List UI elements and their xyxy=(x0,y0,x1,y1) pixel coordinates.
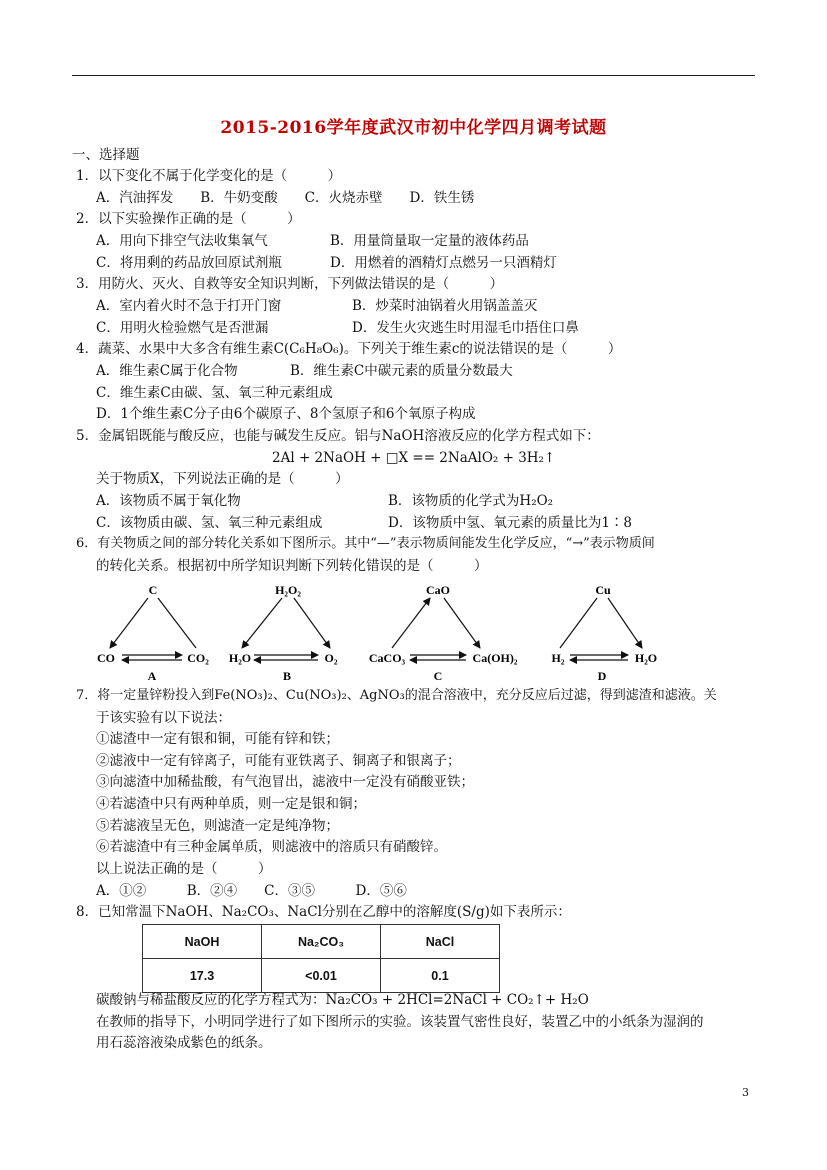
question-6-cont: 的转化关系。根据初中所学知识判断下列转化错误的是（ ） xyxy=(96,558,488,574)
table-cell: 17.3 xyxy=(143,959,262,993)
diagram-d-left: H₂ xyxy=(551,651,565,665)
table-row xyxy=(143,959,500,993)
diagram-d-label: D xyxy=(597,669,607,683)
diagram-c-label: C xyxy=(433,669,443,683)
table-cell: <0.01 xyxy=(262,959,381,993)
question-5: 5．金属铝既能与酸反应，也能与碱发生反应。铝与NaOH溶液反应的化学方程式如下： xyxy=(76,428,600,444)
diagram-b-left: H₂O xyxy=(228,651,252,665)
q4-option-d: D．1个维生素C分子由6个碳原子、8个氢原子和6个氧原子构成 xyxy=(96,406,476,422)
table-header: Na₂CO₃ xyxy=(262,925,381,959)
diagram-c-right: Ca(OH)₂ xyxy=(472,651,518,665)
q7-stem: 以上说法正确的是（ ） xyxy=(96,861,272,877)
question-8: 8．已知常温下NaOH、Na₂CO₃、NaCl分别在乙醇中的溶解度(S/g)如下表所示： xyxy=(76,904,571,920)
question-6: 6．有关物质之间的部分转化关系如下图所示。其中“—”表示物质间能发生化学反应，“→”表示物质间 xyxy=(76,536,655,551)
q3-option-b: B．炒菜时油锅着火用锅盖盖灭 xyxy=(352,298,538,314)
q5-option-a: A．该物质不属于氧化物 xyxy=(96,493,241,509)
q7-statement-6: ⑥若滤渣中有三种金属单质，则滤液中的溶质只有硝酸锌。 xyxy=(96,839,447,855)
page-number: 3 xyxy=(742,1086,749,1099)
diagram-c-top: CaO xyxy=(426,583,450,597)
q5-stem: 关于物质X，下列说法正确的是（ ） xyxy=(96,471,349,487)
q3-option-d: D．发生火灾逃生时用湿毛巾捂住口鼻 xyxy=(352,320,579,336)
diagram-b-label: B xyxy=(282,669,292,683)
diagram-a-label: A xyxy=(147,669,157,683)
diagram-b-right: O₂ xyxy=(324,651,338,665)
diagram-a-left: CO xyxy=(97,651,115,665)
q5-option-b: B．该物质的化学式为H₂O₂ xyxy=(388,493,554,509)
question-1: 1．以下变化不属于化学变化的是（ ） xyxy=(76,168,342,184)
solubility-table xyxy=(142,924,500,993)
q2-option-b: B．用量筒量取一定量的液体药品 xyxy=(330,233,529,249)
q8-text-1: 在教师的指导下，小明同学进行了如下图所示的实验。该装置气密性良好，装置乙中的小纸条为湿润的 xyxy=(96,1014,704,1030)
diagram-d xyxy=(552,583,658,683)
question-3: 3．用防火、灭火、自救等安全知识判断，下列做法错误的是（ ） xyxy=(76,276,504,292)
question-2: 2．以下实验操作正确的是（ ） xyxy=(76,211,301,227)
section-heading: 一、选择题 xyxy=(72,147,140,163)
header-rule xyxy=(72,75,755,76)
diagram-d-right: H₂O xyxy=(634,651,658,665)
q4-option-c: C．维生素C由碳、氢、氧三种元素组成 xyxy=(96,385,333,401)
page-title: 2015-2016学年度武汉市初中化学四月调考试题 xyxy=(220,118,607,138)
diagram-b xyxy=(229,583,338,683)
q7-statement-2: ②滤液中一定有锌离子，可能有亚铁离子、铜离子和银离子； xyxy=(96,753,461,769)
question-4: 4．蔬菜、水果中大多含有维生素C(C₆H₈O₆)。下列关于维生素c的说法错误的是（ ） xyxy=(76,341,622,357)
table-cell: 0.1 xyxy=(381,959,500,993)
q2-option-a: A．用向下排空气法收集氧气 xyxy=(96,233,268,249)
diagram-c-left: CaCO₃ xyxy=(368,651,406,665)
diagram-d-top: Cu xyxy=(595,583,611,597)
q3-option-c: C．用明火检验燃气是否泄漏 xyxy=(96,320,269,336)
q3-option-a: A．室内着火时不急于打开门窗 xyxy=(96,298,282,314)
q1-options: A．汽油挥发 B．牛奶变酸 C．火烧赤壁 D．铁生锈 xyxy=(96,190,475,206)
q7-statement-4: ④若滤渣中只有两种单质，则一定是银和铜； xyxy=(96,796,366,812)
question-7: 7．将一定量锌粉投入到Fe(NO₃)₂、Cu(NO₃)₂、AgNO₃的混合溶液中，充分反应后过滤，得到滤渣和滤液。关 xyxy=(76,688,717,703)
q8-equation: 碳酸钠与稀盐酸反应的化学方程式为：Na₂CO₃ + 2HCl=2NaCl + CO₂↑+ H₂O xyxy=(96,992,589,1008)
q5-equation: 2Al + 2NaOH + □X == 2NaAlO₂ + 3H₂↑ xyxy=(272,450,556,466)
conversion-diagram xyxy=(92,578,732,684)
diagram-a-top: C xyxy=(148,583,158,597)
q5-option-c: C．该物质由碳、氢、氧三种元素组成 xyxy=(96,515,323,531)
q7-statement-3: ③向滤渣中加稀盐酸，有气泡冒出，滤液中一定没有硝酸亚铁； xyxy=(96,774,474,790)
table-header-row xyxy=(143,925,500,959)
diagram-a-right: CO₂ xyxy=(187,651,209,665)
q4-option-a: A．维生素C属于化合物 xyxy=(96,363,238,379)
q7-options: A．①② B．②④ C．③⑤ D．⑤⑥ xyxy=(96,883,407,899)
q7-statement-5: ⑤若滤液呈无色，则滤渣一定是纯净物； xyxy=(96,818,339,834)
diagram-b-top: H₂O₂ xyxy=(275,583,301,597)
diagram-a xyxy=(97,583,209,683)
diagram-c xyxy=(369,583,518,683)
table-header: NaOH xyxy=(143,925,262,959)
question-7-cont: 于该实验有以下说法： xyxy=(96,710,231,726)
q8-text-2: 用石蕊溶液染成紫色的纸条。 xyxy=(96,1035,272,1051)
table-header: NaCl xyxy=(381,925,500,959)
q4-option-b: B．维生素C中碳元素的质量分数最大 xyxy=(290,363,513,379)
q2-option-c: C．将用剩的药品放回原试剂瓶 xyxy=(96,255,282,271)
q5-option-d: D．该物质中氢、氧元素的质量比为1∶8 xyxy=(388,515,633,531)
q7-statement-1: ①滤渣中一定有银和铜，可能有锌和铁； xyxy=(96,731,339,747)
q2-option-d: D．用燃着的酒精灯点燃另一只酒精灯 xyxy=(330,255,557,271)
